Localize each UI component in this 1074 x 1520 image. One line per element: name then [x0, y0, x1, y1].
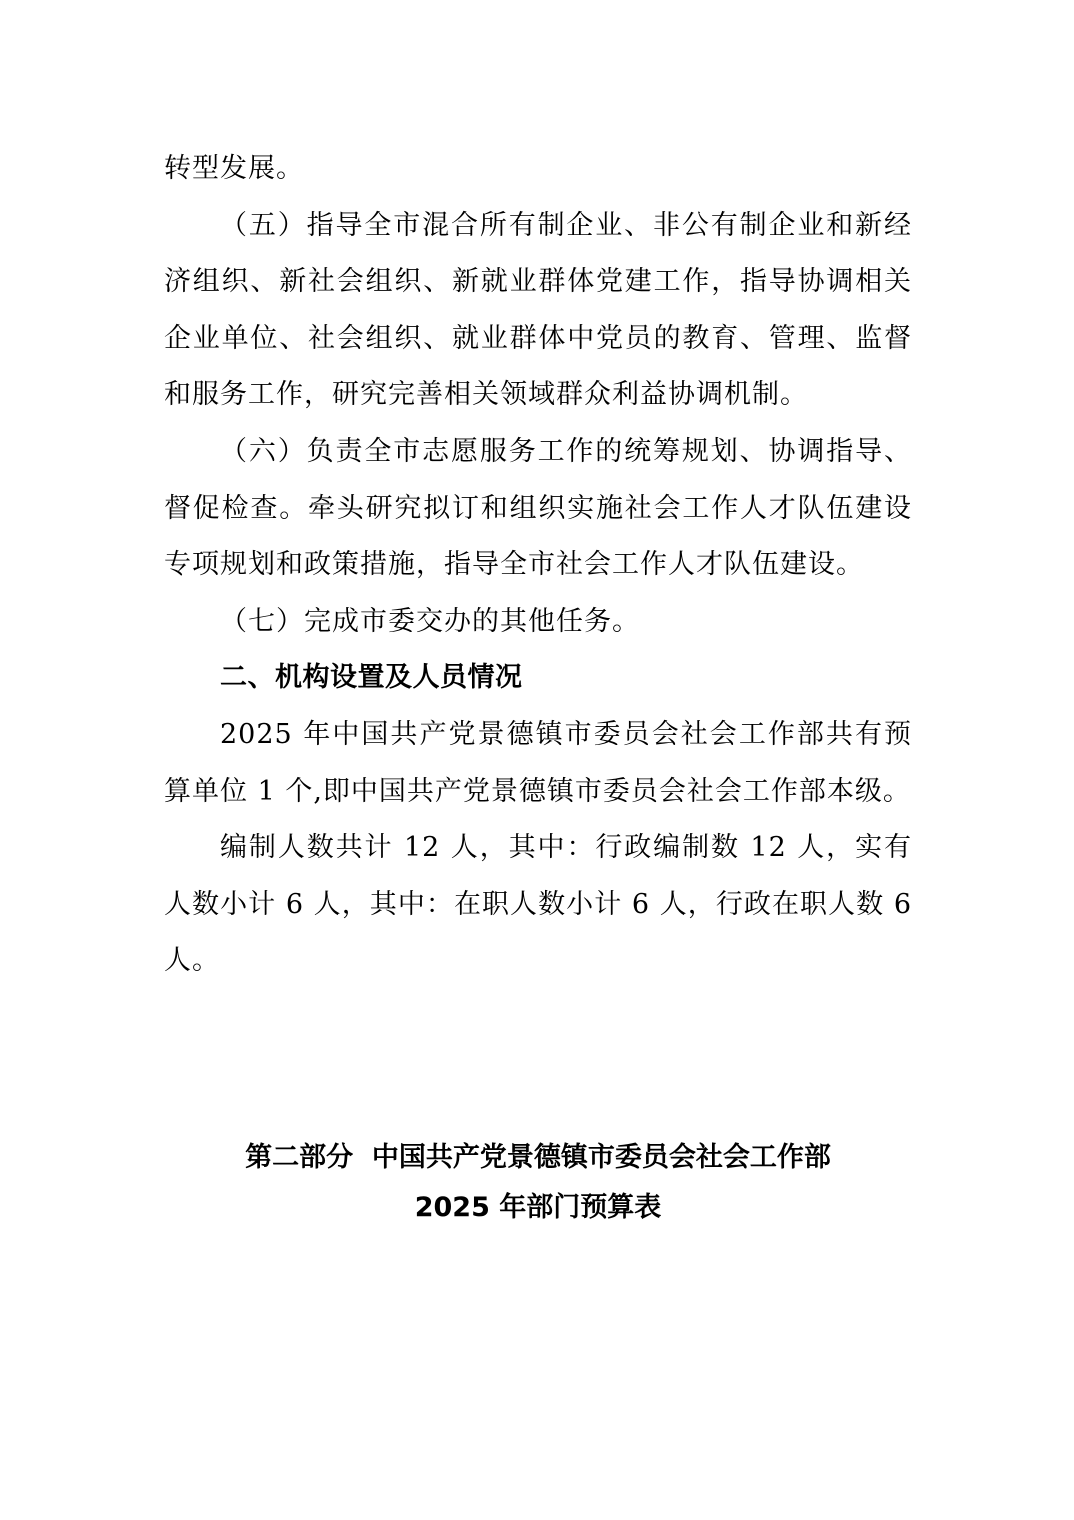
section-heading: 二、机构设置及人员情况 [220, 662, 523, 694]
paragraph-continuation: 转型发展。 [164, 153, 304, 184]
paragraph-staffing: 编制人数共计 12 人，其中：行政编制数 12 人，实有人数小计 6 人，其中：在职人数小计 6 人，行政在职人数 6 人。 [164, 832, 912, 977]
part-title-line-1: 第二部分 中国共产党景德镇市委员会社会工作部 [245, 1142, 831, 1173]
body-text [164, 141, 912, 990]
paragraph-item-7: （七）完成市委交办的其他任务。 [220, 605, 640, 637]
paragraph-budget-units: 2025 年中国共产党景德镇市委员会社会工作部共有预算单位 1 个,即中国共产党景德镇市委员会社会工作部本级。 [164, 718, 912, 807]
paragraph-item-5: （五）指导全市混合所有制企业、非公有制企业和新经济组织、新社会组织、新就业群体党建工作，指导协调相关企业单位、社会组织、就业群体中党员的教育、管理、监督和服务工作，研究完善相关领域群众利益协调机制。 [164, 209, 912, 411]
part-title [164, 1133, 912, 1233]
paragraph-item-6: （六）负责全市志愿服务工作的统筹规划、协调指导、督促检查。牵头研究拟订和组织实施社会工作人才队伍建设专项规划和政策措施，指导全市社会工作人才队伍建设。 [164, 435, 912, 581]
part-title-line-2: 2025 年部门预算表 [414, 1192, 662, 1223]
